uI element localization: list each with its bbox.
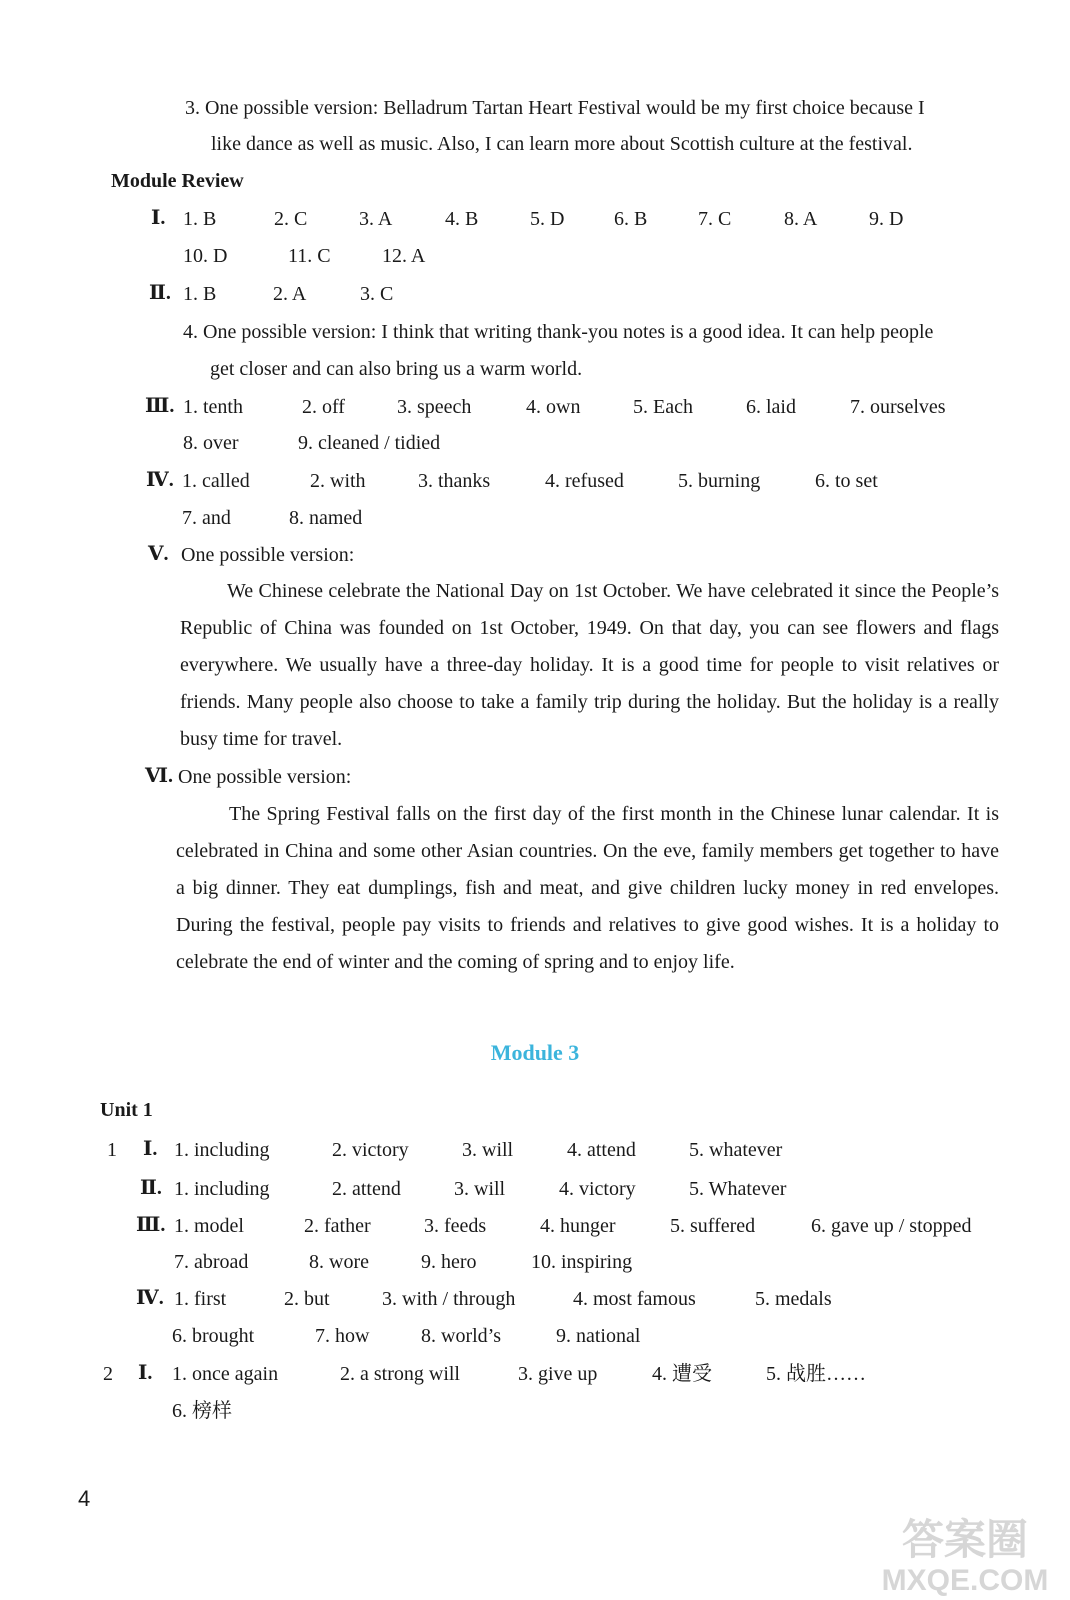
- answer-item: 3. thanks: [418, 470, 491, 492]
- answer-item: 3. will: [462, 1139, 514, 1161]
- answer-item: 3. feeds: [424, 1215, 487, 1237]
- spring-festival-paragraph: The Spring Festival falls on the first day of the first month in the Chinese lunar calendar. It is celebrated in China and some other Asian countries. On the eve, family members get together to have a big dinner. They eat dumplings, fish and meat, and give children lucky money in red envelopes. During the festival, people pay visits to friends and relatives to give good wishes. It is a holiday to celebrate the end of winter and the coming of spring and to enjoy life.: [176, 803, 999, 973]
- answer-item: 3. will: [454, 1178, 506, 1200]
- answer-item: 2. A: [273, 283, 307, 305]
- section-numeral-3: Ⅲ.: [145, 395, 175, 417]
- intro-line-1: 3. One possible version: Belladrum Tartan Heart Festival would be my first choice because I: [185, 97, 925, 119]
- section-numeral-6: Ⅵ.: [145, 765, 173, 787]
- answer-item: 1. model: [174, 1215, 244, 1237]
- answer-item: 4. attend: [567, 1139, 636, 1161]
- answer-item: 2. a strong will: [340, 1363, 460, 1385]
- answer-item: 10. inspiring: [531, 1251, 633, 1273]
- answer-item: 6. 榜样: [172, 1400, 232, 1422]
- module-review-heading: Module Review: [111, 170, 244, 192]
- watermark-logo: [870, 1510, 1060, 1596]
- answer-item: 6. B: [614, 208, 648, 230]
- answer-item: 9. hero: [421, 1251, 477, 1273]
- national-day-paragraph: We Chinese celebrate the National Day on 1st October. We have celebrated it since the People’s Republic of China was founded on 1st October, 1949. On that day, you can see flowers and flags everywhere. We usually have a three-day holiday. It is a good time for people to visit relatives or friends. Many people also choose to take a family trip during the holiday. But the holiday is a really busy time for travel.: [180, 580, 999, 750]
- answer-item: 8. named: [289, 507, 363, 529]
- answer-item: 8. A: [784, 208, 818, 230]
- answer-item: 2. father: [304, 1215, 371, 1237]
- answer-item: 6. brought: [172, 1325, 255, 1347]
- answer-item: 1. including: [174, 1139, 270, 1161]
- answer-item: 7. and: [182, 507, 231, 529]
- answer-item: 7. abroad: [174, 1251, 249, 1273]
- answer-item: 8. wore: [309, 1251, 369, 1273]
- answer-item: 2. C: [274, 208, 308, 230]
- section-numeral-2: Ⅱ.: [140, 1177, 162, 1199]
- answer-item: 7. C: [698, 208, 732, 230]
- answer-item: 2. but: [284, 1288, 330, 1310]
- answer-item: 7. how: [315, 1325, 370, 1347]
- section-numeral-2: Ⅱ.: [149, 282, 171, 304]
- section-numeral-4: Ⅳ.: [146, 469, 174, 491]
- watermark-bottom-text: MXQE.COM: [881, 1564, 1049, 1596]
- answer-item: 1. including: [174, 1178, 270, 1200]
- answer-item: 1. once again: [172, 1363, 279, 1385]
- answer-item: 2. off: [302, 396, 345, 418]
- answer-item: 5. whatever: [689, 1139, 783, 1161]
- answer-item: 3. with / through: [382, 1288, 516, 1310]
- answer-item: 11. C: [288, 245, 331, 267]
- answer-item: 3. A: [359, 208, 393, 230]
- answer-item: 8. over: [183, 432, 239, 454]
- answer-item: 4. victory: [559, 1178, 636, 1200]
- answer-item: 5. D: [530, 208, 565, 230]
- answer-item: 3. speech: [397, 396, 472, 418]
- answer-item-4-line-1: 4. One possible version: I think that writing thank-you notes is a good idea. It can help people: [183, 321, 934, 343]
- answer-item: 8. world’s: [421, 1325, 501, 1347]
- answer-item: 1. B: [183, 283, 217, 305]
- answer-item: 1. first: [174, 1288, 227, 1310]
- answer-item-4-line-2: get closer and can also bring us a warm world.: [210, 358, 583, 380]
- watermark-top-text: 答案圈: [901, 1516, 1029, 1563]
- answer-item: 4. B: [445, 208, 479, 230]
- answer-item: 4. hunger: [540, 1215, 616, 1237]
- answer-item: 9. D: [869, 208, 904, 230]
- answer-item: 1. B: [183, 208, 217, 230]
- answer-item: 2. with: [310, 470, 366, 492]
- section-numeral-1: Ⅰ.: [143, 1138, 158, 1160]
- intro-line-2: like dance as well as music. Also, I can learn more about Scottish culture at the festival.: [211, 133, 913, 155]
- answer-item: 5. medals: [755, 1288, 832, 1310]
- answer-item: 5. 战胜……: [766, 1363, 866, 1385]
- answer-item: 6. to set: [815, 470, 878, 492]
- page-number: 4: [78, 1486, 91, 1511]
- section-numeral-3: Ⅲ.: [136, 1214, 166, 1236]
- answer-item: 1. tenth: [183, 396, 243, 418]
- part-number-1: 1: [107, 1139, 117, 1161]
- answer-item: 3. give up: [518, 1363, 598, 1385]
- module-title: Module 3: [490, 1040, 580, 1065]
- answer-item: 9. cleaned / tidied: [298, 432, 441, 454]
- answer-item: 9. national: [556, 1325, 641, 1347]
- answer-item: 5. burning: [678, 470, 761, 492]
- answer-item: 2. attend: [332, 1178, 401, 1200]
- answer-item: 4. 遭受: [652, 1363, 712, 1385]
- answer-item: 3. C: [360, 283, 394, 305]
- answer-item: 7. ourselves: [850, 396, 946, 418]
- possible-version-label: One possible version:: [181, 544, 355, 566]
- section-numeral-4: Ⅳ.: [136, 1287, 164, 1309]
- answer-item: 4. own: [526, 396, 581, 418]
- answer-item: 6. laid: [746, 396, 796, 418]
- answer-item: 10. D: [183, 245, 228, 267]
- answer-item: 4. most famous: [573, 1288, 696, 1310]
- answer-item: 5. Whatever: [689, 1178, 787, 1200]
- section-numeral-1: Ⅰ.: [151, 207, 166, 229]
- part-number-2: 2: [103, 1363, 113, 1385]
- answer-item: 12. A: [382, 245, 426, 267]
- section-numeral-5: Ⅴ.: [148, 543, 169, 565]
- section-numeral-1: Ⅰ.: [138, 1362, 153, 1384]
- answer-item: 6. gave up / stopped: [811, 1215, 972, 1237]
- answer-item: 5. suffered: [670, 1215, 756, 1237]
- possible-version-label: One possible version:: [178, 766, 352, 788]
- answer-item: 2. victory: [332, 1139, 409, 1161]
- answer-item: 5. Each: [633, 396, 693, 418]
- answer-item: 4. refused: [545, 470, 624, 492]
- answer-item: 1. called: [182, 470, 250, 492]
- unit-heading: Unit 1: [100, 1099, 153, 1121]
